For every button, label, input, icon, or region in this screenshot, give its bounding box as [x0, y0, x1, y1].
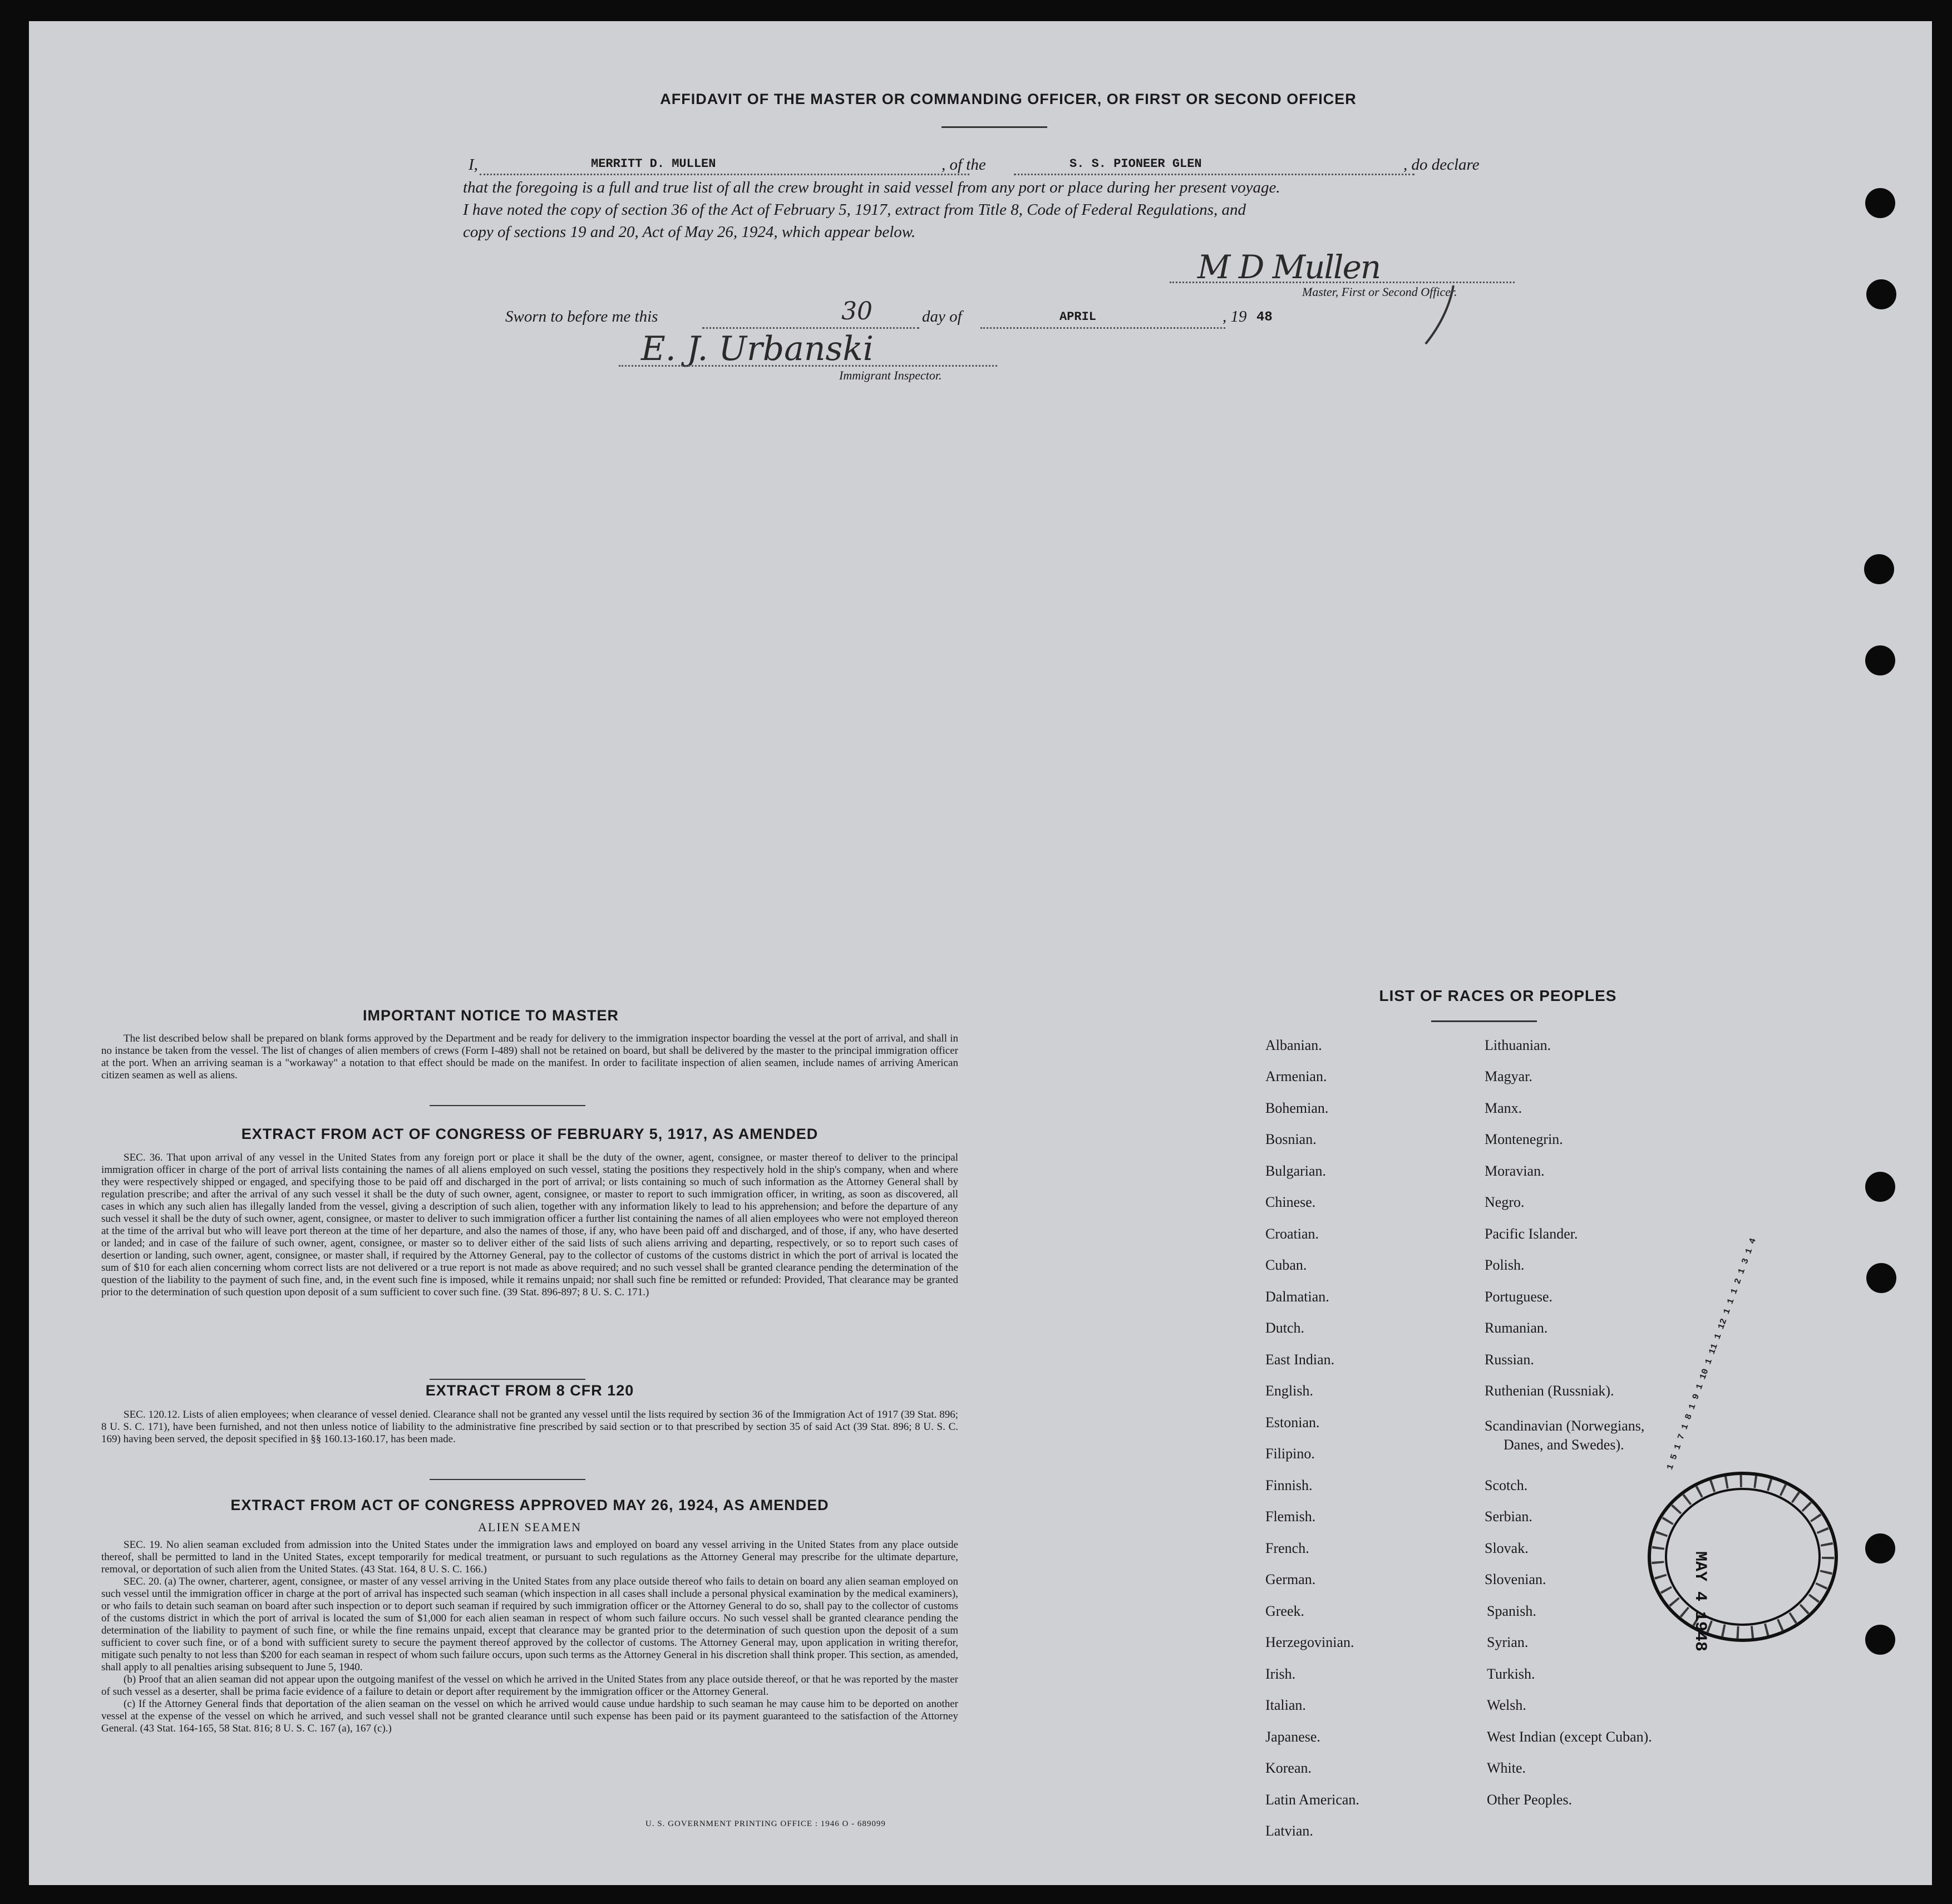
race-item: Armenian.	[1265, 1068, 1327, 1084]
of-the-label: , of the	[942, 156, 986, 174]
extract-1924-subtitle: ALIEN SEAMEN	[478, 1520, 581, 1534]
race-item: Cuban.	[1265, 1257, 1307, 1273]
race-item: East Indian.	[1265, 1351, 1335, 1368]
race-item: Dalmatian.	[1265, 1289, 1329, 1305]
affidavit-line-4: copy of sections 19 and 20, Act of May 26, 1924, which appear below.	[463, 223, 916, 241]
section-divider	[430, 1105, 585, 1106]
inspector-signature: E. J. Urbanski	[641, 329, 874, 368]
race-item: Finnish.	[1265, 1477, 1313, 1493]
declarant-name: MERRITT D. MULLEN	[591, 157, 716, 171]
stamp-ring-digits: 1 5 1 7 1 8 1 9 1 10 1 11 1 12 1 1 1 2 1 3 1 4	[1665, 1236, 1758, 1472]
race-item: Spanish.	[1487, 1603, 1536, 1619]
race-item: Rumanian.	[1485, 1320, 1548, 1336]
do-declare-label: , do declare	[1403, 156, 1480, 174]
document-page	[29, 21, 1932, 1885]
race-item: Latin American.	[1265, 1792, 1359, 1808]
extract-cfr-body: SEC. 120.12. Lists of alien employees; when clearance of vessel denied. Clearance shall not be granted any vessel until the lists required by section 36 of the Immigration Act of 1917 (39 Stat. 896; 8 U. S. C. 171), have been furnished, and not then unless notice of liability to the administrative fine prescribed by said section or to that prescribed by section 35 of said Act (39 Stat. 896; 8 U. S. C. 169) having been served, the deposit specified in §§ 160.13-160.17, has been made.	[101, 1409, 958, 1445]
race-item: German.	[1265, 1571, 1316, 1587]
race-item: English.	[1265, 1383, 1313, 1399]
master-caption: Master, First or Second Officer.	[1302, 285, 1457, 299]
race-item: Estonian.	[1265, 1414, 1320, 1431]
race-item: Latvian.	[1265, 1823, 1313, 1839]
race-item: Bosnian.	[1265, 1131, 1317, 1147]
stamp-date: MAY 4 1948	[1690, 1551, 1709, 1652]
race-item: Herzegovinian.	[1265, 1634, 1354, 1650]
extract-1917-body: SEC. 36. That upon arrival of any vessel in the United States from any foreign port or place it shall be the duty of the owner, agent, consignee, or master thereof to deliver to the principal immigration officer in charge of the port of arrival lists containing the names of all aliens employed on such vessel, stating the positions they respectively hold in the ship's company, when and where they were respectively shipped or engaged, and specifying those to be paid off and discharged in the port of arrival; or lists containing so much of such information as the Attorney General shall by regulation prescribe; and after the arrival of any such vessel it shall be the duty of such owner, agent, consignee, or master to report to such immigration officer, in writing, as soon as discovered, all cases in which any such alien has illegally landed from the vessel, giving a description of such alien, together with any information likely to lead to his apprehension; and before the departure of any such vessel it shall be the duty of such owner, agent, consignee, or master to deliver to such immigration officer a further list containing the names of all alien employees who were not employed thereon at the time of the arrival but who will leave port thereon at the time of her departure, and also the names of those, if any, who have been paid off and discharged, and of those, if any, who have deserted or landed; and in case of the failure of such owner, agent, consignee, or master so to deliver either of the said lists of such aliens arriving and departing, respectively, or so to report such cases of desertion or landing, such owner, agent, consignee, or master shall, if required by the Attorney General, pay to the collector of customs of the customs district in which the port of arrival is located the sum of $10 for each alien concerning whom correct lists are not delivered or a true report is not made as above required; and no such vessel shall be granted clearance pending the determination of the question of the liability to the payment of such fine, and, in the event such fine is imposed, while it remains unpaid; nor shall such fine be remitted or refunded: Provided, That clearance may be granted prior to the determination of such question upon deposit of a sum sufficient to cover such fine. (39 Stat. 896-897; 8 U. S. C. 171.)	[101, 1152, 958, 1298]
extract-1917-title: EXTRACT FROM ACT OF CONGRESS OF FEBRUARY 5, 1917, AS AMENDED	[241, 1126, 819, 1142]
affidavit-line-2: that the foregoing is a full and true list of all the crew brought in said vessel from any port or place during her present voyage.	[463, 179, 1280, 196]
sec-20a: SEC. 20. (a) The owner, charterer, agent, consignee, or master of any vessel arriving in the United States from any place outside thereof who fails to detain on board any alien seaman employed on such vessel until the immigration officer in charge at the port of arrival has inspected such seaman (which inspection in all cases shall include a personal physical examination by the medical examiners), or who fails to detain such seaman on board after such inspection or to deport such seaman if required by such immigration officer or the Attorney General to do so, shall pay to the collector of customs of the customs district in which the port of arrival is located the sum of $1,000 for each alien seaman in respect of whom such failure occurs. No such vessel shall be granted clearance pending the determination of the liability to payment of such fine, or while the fine remains unpaid, except that clearance may be granted prior to the determination of such question upon the deposit of a sum sufficient to cover such fine, or of a bond with sufficient surety to secure the payment thereof approved by the collector of customs. The Attorney General may, upon application in writing therefor, mitigate such penalty to not less than $200 for each seaman in respect of whom such failure occurs, upon such terms as the Attorney General in his discretion shall think proper. This section, as amended, shall apply to all penalties arising subsequent to June 5, 1940.	[101, 1576, 958, 1673]
sec-19: SEC. 19. No alien seaman excluded from admission into the United States under the immigration laws and employed on board any vessel arriving in the United States from any place outside thereof, shall be permitted to land in the United States, except temporarily for medical treatment, or pursuant to such regulations as the Attorney General may prescribe for the ultimate departure, removal, or deportation of such alien from the United States. (43 Stat. 164, 8 U. S. C. 166.)	[101, 1539, 958, 1575]
race-item: Pacific Islander.	[1485, 1226, 1578, 1242]
signature-tail	[1420, 283, 1465, 349]
race-item: Montenegrin.	[1485, 1131, 1563, 1147]
race-item: Lithuanian.	[1485, 1037, 1551, 1053]
extract-1924-title: EXTRACT FROM ACT OF CONGRESS APPROVED MAY 26, 1924, AS AMENDED	[230, 1497, 829, 1513]
punch-hole	[1864, 554, 1894, 584]
race-item: Albanian.	[1265, 1037, 1322, 1053]
races-title: LIST OF RACES OR PEOPLES	[1379, 987, 1617, 1004]
sec-20c: (c) If the Attorney General finds that deportation of the alien seaman on the vessel on which he arrived would cause undue hardship to such seaman he may cause him to be deported on another vessel at the expense of the vessel on which he arrived, and such vessel shall not be granted clearance until such expense has been paid or its payment guaranteed to the satisfaction of the Attorney General. (43 Stat. 164-165, 58 Stat. 816; 8 U. S. C. 167 (a), 167 (c).)	[101, 1698, 958, 1734]
printer-imprint: U. S. GOVERNMENT PRINTING OFFICE : 1946 O - 689099	[645, 1819, 886, 1828]
race-item: Russian.	[1485, 1351, 1534, 1368]
race-item: Flemish.	[1265, 1508, 1316, 1525]
section-divider	[430, 1479, 585, 1480]
section-divider	[430, 1379, 585, 1380]
race-item: Dutch.	[1265, 1320, 1305, 1336]
race-item: Manx.	[1485, 1100, 1522, 1116]
extract-cfr-title: EXTRACT FROM 8 CFR 120	[425, 1382, 634, 1399]
day-of-label: day of	[922, 308, 962, 325]
race-item: Danes, and Swedes).	[1504, 1437, 1624, 1453]
title-divider	[942, 126, 1047, 128]
race-item: Filipino.	[1265, 1446, 1315, 1462]
date-stamp	[1637, 1462, 1860, 1651]
race-item: Portuguese.	[1485, 1289, 1553, 1305]
race-item: White.	[1487, 1760, 1526, 1776]
race-item: French.	[1265, 1540, 1309, 1556]
sworn-day: 30	[841, 297, 873, 325]
race-item: Syrian.	[1487, 1634, 1529, 1650]
i-label: I,	[469, 156, 478, 174]
affidavit-line-3: I have noted the copy of section 36 of the Act of February 5, 1917, extract from Title 8, Code of Federal Regulations, and	[463, 201, 1246, 219]
year-prefix: , 19	[1223, 308, 1247, 325]
race-item: Greek.	[1265, 1603, 1305, 1619]
punch-hole	[1866, 279, 1896, 309]
punch-hole	[1865, 645, 1895, 675]
sec-20b: (b) Proof that an alien seaman did not appear upon the outgoing manifest of the vessel on which he arrived in the United States from any place outside thereof, or that he was reported by the master of such vessel as a deserter, shall be prima facie evidence of a failure to detain or deport after requirement by the immigration officer or the Attorney General.	[101, 1674, 958, 1698]
race-item: Ruthenian (Russniak).	[1485, 1383, 1614, 1399]
race-item: Italian.	[1265, 1697, 1306, 1713]
race-item: Korean.	[1265, 1760, 1312, 1776]
race-item: Other Peoples.	[1487, 1792, 1573, 1808]
inspector-caption: Immigrant Inspector.	[839, 368, 942, 382]
race-item: Croatian.	[1265, 1226, 1319, 1242]
race-item: Bohemian.	[1265, 1100, 1329, 1116]
extract-1924-body	[101, 1539, 958, 1735]
race-item: Negro.	[1485, 1194, 1525, 1210]
race-item: Slovenian.	[1485, 1571, 1546, 1587]
race-item: Magyar.	[1485, 1068, 1532, 1084]
race-item: Irish.	[1265, 1666, 1296, 1682]
race-item: Slovak.	[1485, 1540, 1529, 1556]
affidavit-title: AFFIDAVIT OF THE MASTER OR COMMANDING OFFICER, OR FIRST OR SECOND OFFICER	[660, 91, 1357, 107]
vessel-name: S. S. PIONEER GLEN	[1069, 157, 1202, 171]
race-item: Welsh.	[1487, 1697, 1526, 1713]
punch-hole	[1865, 1172, 1895, 1202]
race-item: Moravian.	[1485, 1163, 1545, 1179]
race-item: Turkish.	[1487, 1666, 1535, 1682]
race-item: Chinese.	[1265, 1194, 1316, 1210]
sworn-label: Sworn to before me this	[505, 308, 658, 325]
master-signature: M D Mullen	[1197, 248, 1381, 286]
punch-hole	[1865, 188, 1895, 218]
race-item: Scandinavian (Norwegians,	[1485, 1418, 1645, 1434]
notice-body: The list described below shall be prepared on blank forms approved by the Department and be ready for delivery to the immigration inspector boarding the vessel at the port of arrival, and shall in no instance be taken from the vessel. The list of changes of alien members of crews (Form I-489) shall not be retained on board, but shall be delivered by the master to the principal immigration officer at the port. When an arriving seaman is a "workaway" a notation to that effect should be made on the manifest. In order to facilitate inspection of alien seamen, include names of arriving American citizen seamen as well as aliens.	[101, 1033, 958, 1081]
race-item: Bulgarian.	[1265, 1163, 1327, 1179]
year-suffix: 48	[1256, 310, 1273, 325]
punch-hole	[1865, 1533, 1895, 1563]
race-item: Serbian.	[1485, 1508, 1532, 1525]
race-item: Scotch.	[1485, 1477, 1528, 1493]
race-item: West Indian (except Cuban).	[1487, 1729, 1652, 1745]
sworn-month: APRIL	[1059, 310, 1097, 324]
race-item: Polish.	[1485, 1257, 1525, 1273]
punch-hole	[1866, 1263, 1896, 1293]
notice-title: IMPORTANT NOTICE TO MASTER	[363, 1007, 619, 1024]
race-item: Japanese.	[1265, 1729, 1320, 1745]
races-divider	[1431, 1020, 1537, 1022]
punch-hole	[1865, 1625, 1895, 1655]
